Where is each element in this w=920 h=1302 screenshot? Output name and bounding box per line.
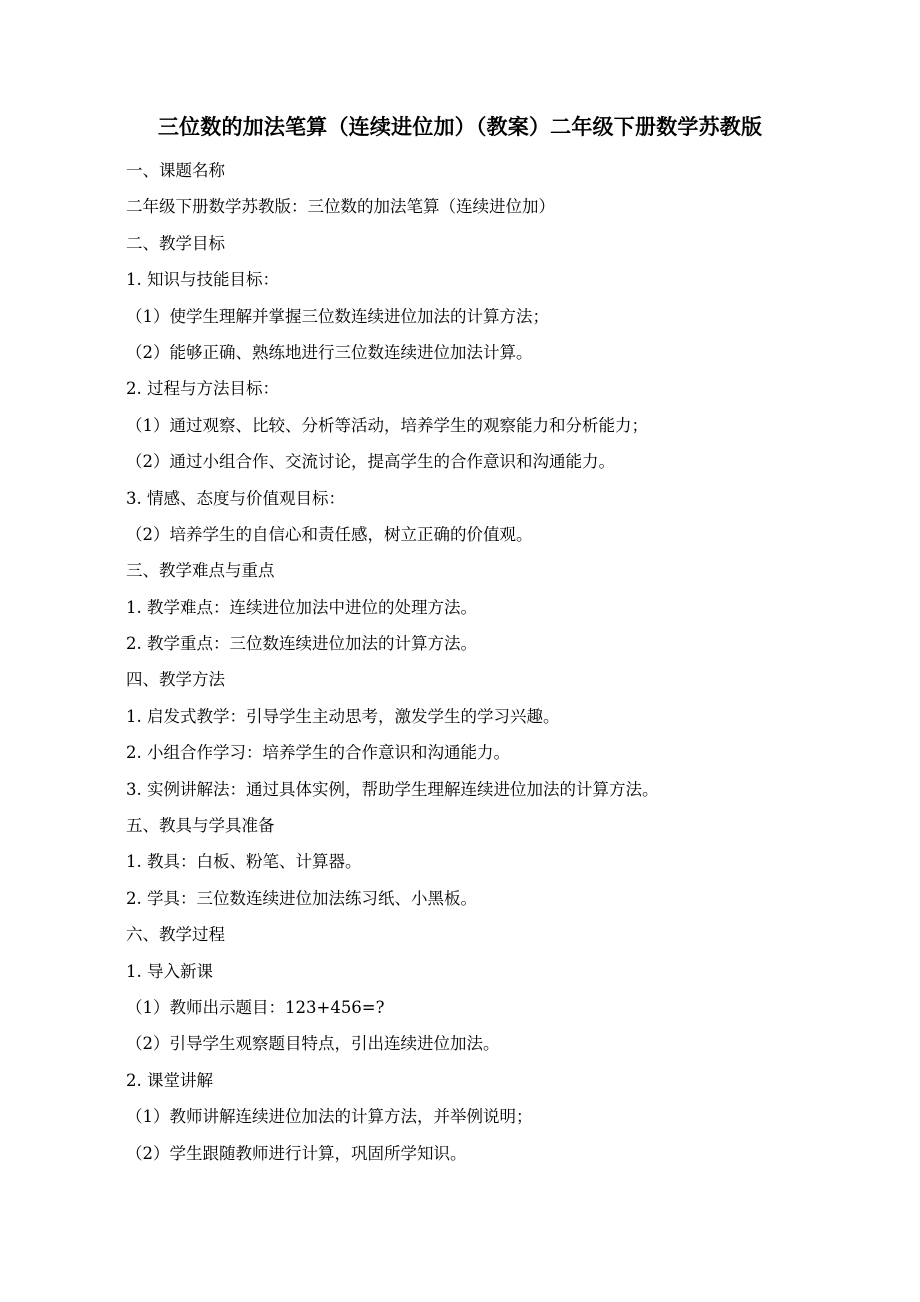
document-line: （1）教师出示题目：123+456=? xyxy=(126,997,385,1017)
document-line: 1. 知识与技能目标： xyxy=(126,270,279,290)
document-line: 1. 启发式教学：引导学生主动思考，激发学生的学习兴趣。 xyxy=(126,706,560,726)
document-line: 3. 实例讲解法：通过具体实例，帮助学生理解连续进位加法的计算方法。 xyxy=(126,779,659,799)
document-line: 一、课题名称 xyxy=(126,161,225,180)
document-line: （2）通过小组合作、交流讨论，提高学生的合作意识和沟通能力。 xyxy=(126,452,615,472)
document-line: （1）教师讲解连续进位加法的计算方法，并举例说明； xyxy=(126,1107,533,1127)
document-title: 三位数的加法笔算（连续进位加）（教案）二年级下册数学苏教版 xyxy=(157,115,763,139)
document-line: 二、教学目标 xyxy=(126,233,225,253)
document-line: 五、教具与学具准备 xyxy=(126,816,275,836)
document-line: 二年级下册数学苏教版：三位数的加法笔算（连续进位加） xyxy=(126,197,555,217)
document-line: （2）学生跟随教师进行计算，巩固所学知识。 xyxy=(126,1143,467,1163)
document-body xyxy=(126,153,826,1172)
document-line: 2. 课堂讲解 xyxy=(126,1070,213,1090)
document-line: 六、教学过程 xyxy=(126,925,225,945)
document-line: 3. 情感、态度与价值观目标： xyxy=(126,488,345,508)
document-line: 1. 教学难点：连续进位加法中进位的处理方法。 xyxy=(126,597,477,617)
document-line: 2. 小组合作学习：培养学生的合作意识和沟通能力。 xyxy=(126,743,510,763)
document-line: 1. 教具：白板、粉笔、计算器。 xyxy=(126,852,362,872)
document-line: （1）通过观察、比较、分析等活动，培养学生的观察能力和分析能力； xyxy=(126,415,648,435)
document-line: （2）能够正确、熟练地进行三位数连续进位加法计算。 xyxy=(126,342,533,362)
document-line: 三、教学难点与重点 xyxy=(126,561,275,581)
document-line: 2. 教学重点：三位数连续进位加法的计算方法。 xyxy=(126,634,477,654)
document-line: （1）使学生理解并掌握三位数连续进位加法的计算方法； xyxy=(126,306,549,326)
document-line: 1. 导入新课 xyxy=(126,961,213,981)
document-line: （2）培养学生的自信心和责任感，树立正确的价值观。 xyxy=(126,524,533,544)
document-line: 2. 学具：三位数连续进位加法练习纸、小黑板。 xyxy=(126,888,477,908)
document-line: （2）引导学生观察题目特点，引出连续进位加法。 xyxy=(126,1034,500,1054)
document-line: 四、教学方法 xyxy=(126,670,225,690)
document-line: 2. 过程与方法目标： xyxy=(126,379,279,399)
